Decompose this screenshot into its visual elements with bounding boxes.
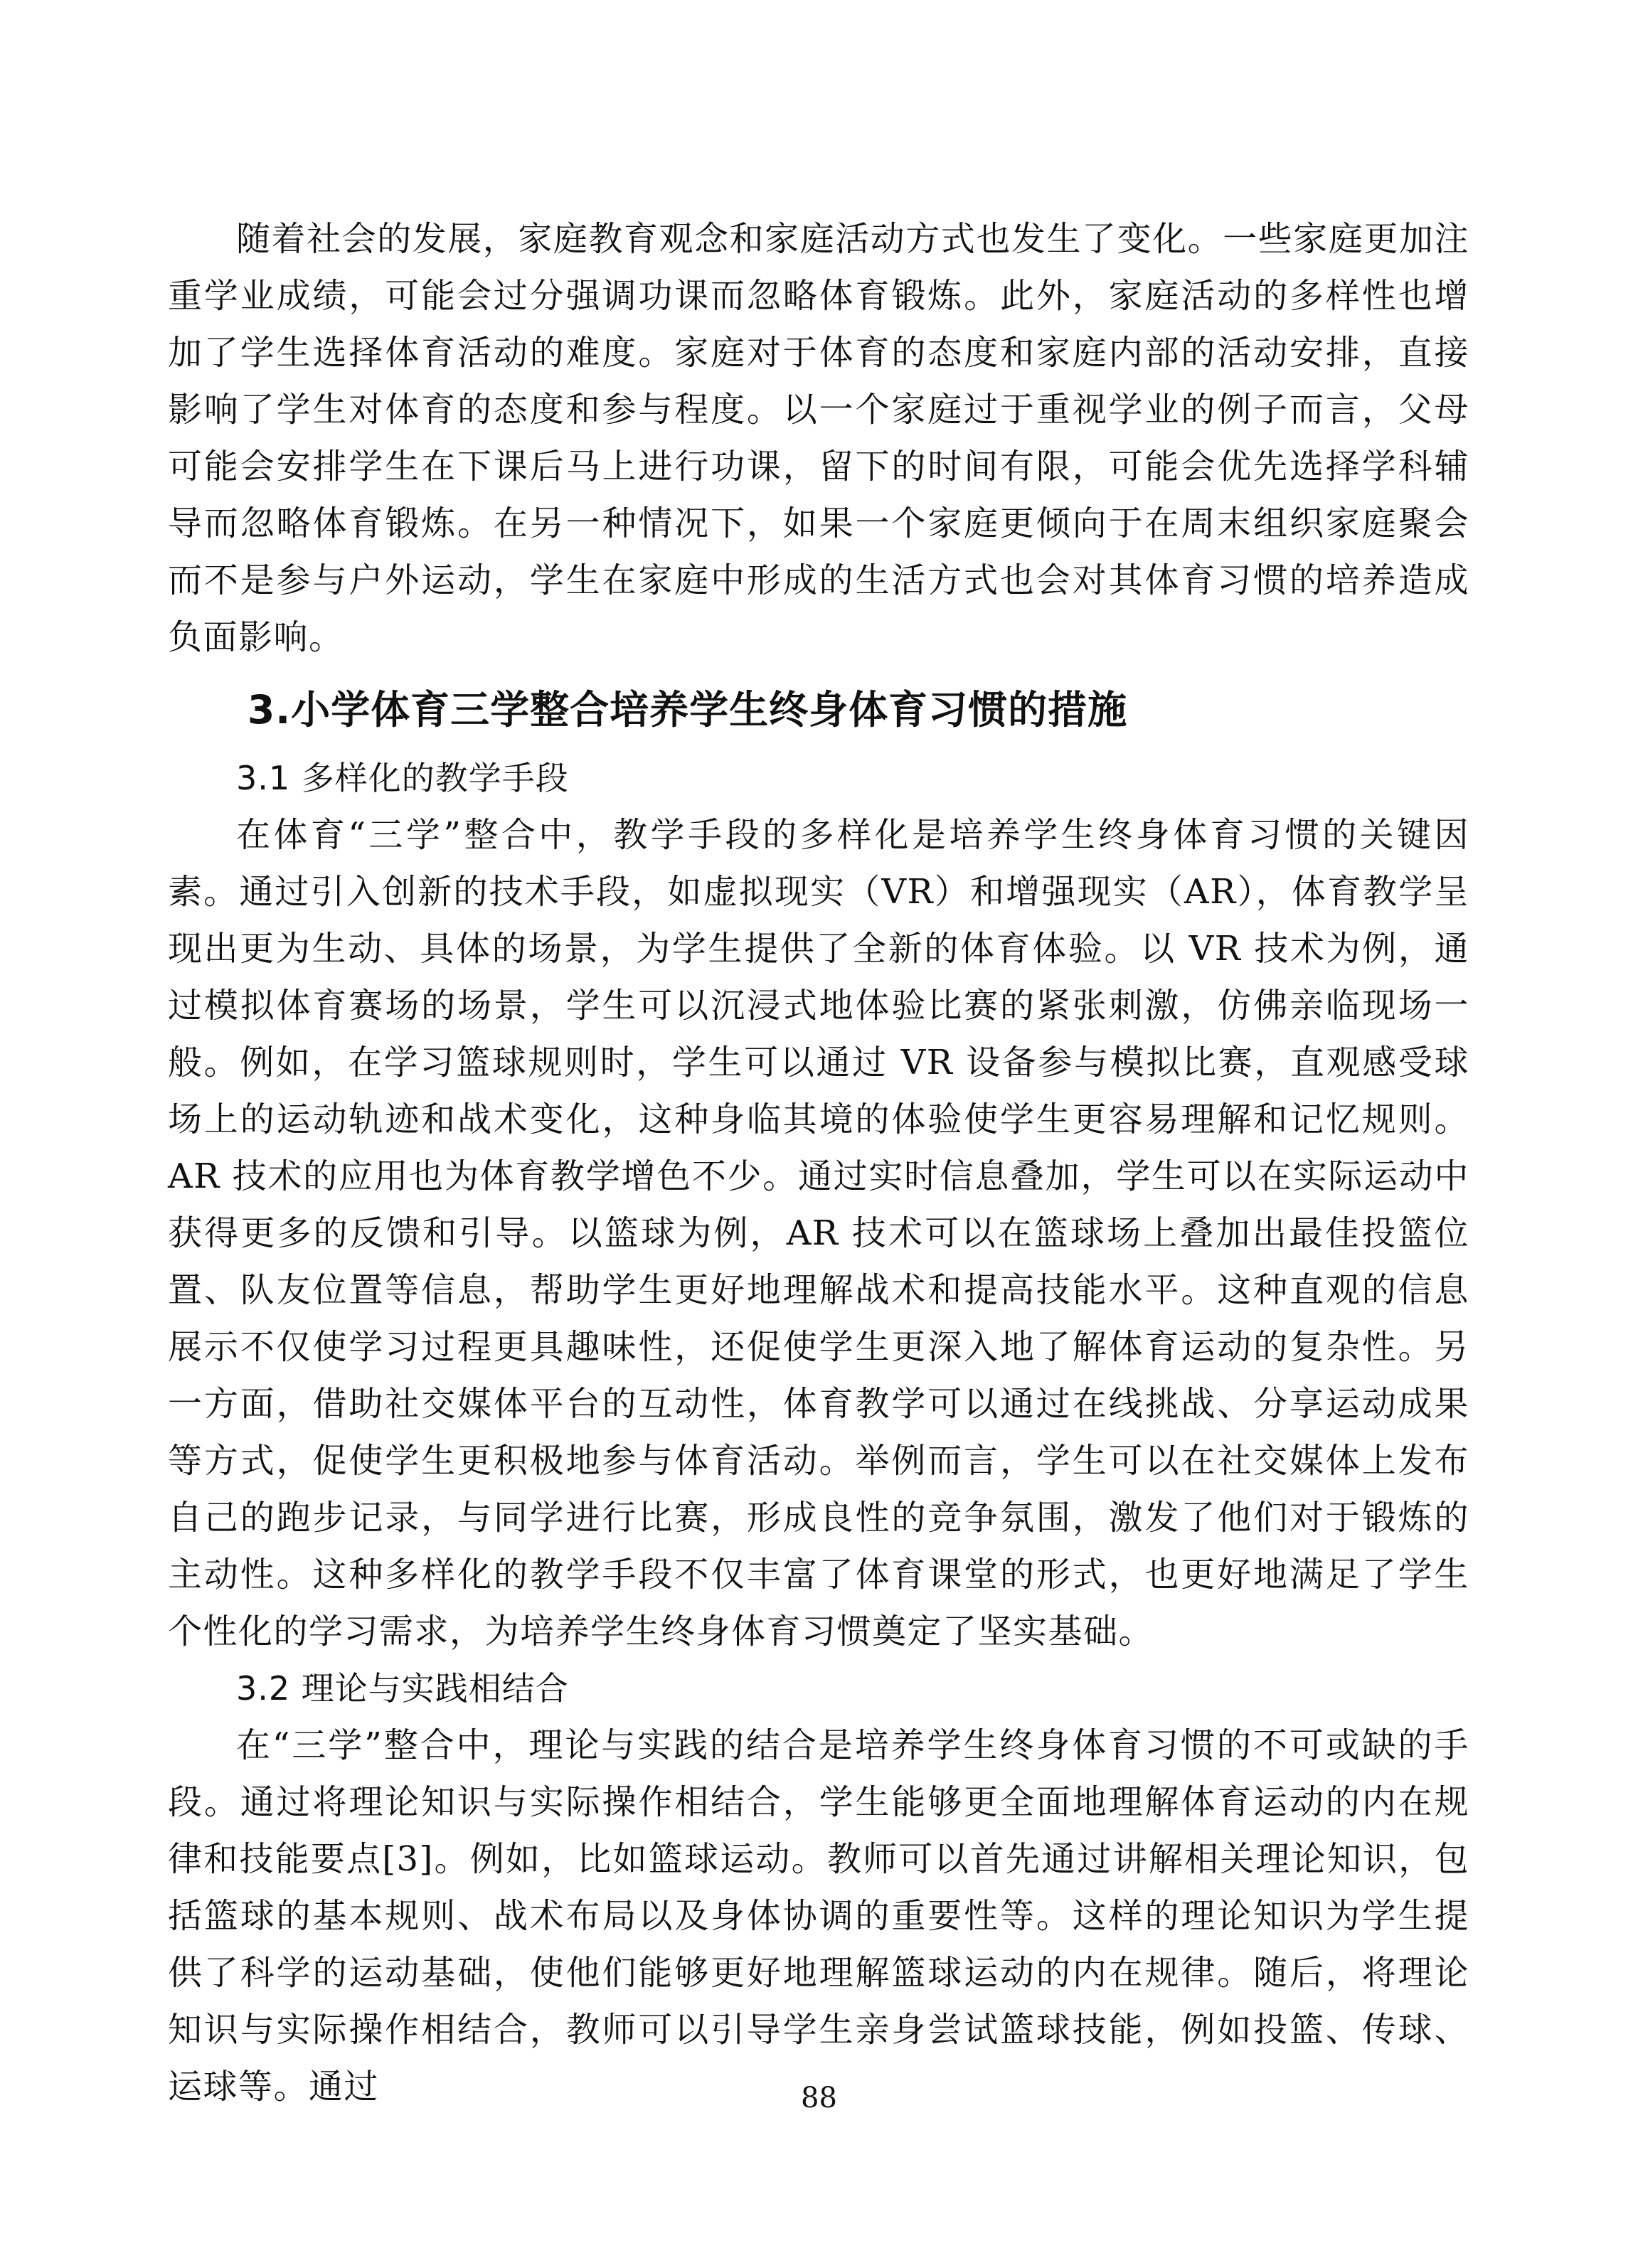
paragraph-teaching-methods: 在体育“三学”整合中，教学手段的多样化是培养学生终身体育习惯的关键因素。通过引入创新的技术手段，如虚拟现实（VR）和增强现实（AR），体育教学呈现出更为生动、具体的场景，为学生提供了全新的体育体验。以 VR 技术为例，通过模拟体育赛场的场景，学生可以沉浸式地体验比赛的紧张刺激，仿佛亲临现场一般。例如，在学习篮球规则时，学生可以通过 VR 设备参与模拟比赛，直观感受球场上的运动轨迹和战术变化，这种身临其境的体验使学生更容易理解和记忆规则。AR 技术的应用也为体育教学增色不少。通过实时信息叠加，学生可以在实际运动中获得更多的反馈和引导。以篮球为例，AR 技术可以在篮球场上叠加出最佳投篮位置、队友位置等信息，帮助学生更好地理解战术和提高技能水平。这种直观的信息展示不仅使学习过程更具趣味性，还促使学生更深入地了解体育运动的复杂性。另一方面，借助社交媒体平台的互动性，体育教学可以通过在线挑战、分享运动成果等方式，促使学生更积极地参与体育活动。举例而言，学生可以在社交媒体上发布自己的跑步记录，与同学进行比赛，形成良性的竞争氛围，激发了他们对于锻炼的主动性。这种多样化的教学手段不仅丰富了体育课堂的形式，也更好地满足了学生个性化的学习需求，为培养学生终身体育习惯奠定了坚实基础。 xyxy=(168,815,1469,1651)
subsection-3-1-heading: 3.1 多样化的教学手段 xyxy=(236,759,569,797)
section-3-heading: 3.小学体育三学整合培养学生终身体育习惯的措施 xyxy=(248,687,1128,733)
page-number: 88 xyxy=(801,2082,837,2114)
document-body xyxy=(168,211,1469,2115)
paragraph-family-education: 随着社会的发展，家庭教育观念和家庭活动方式也发生了变化。一些家庭更加注重学业成绩，可能会过分强调功课而忽略体育锻炼。此外，家庭活动的多样性也增加了学生选择体育活动的难度。家庭对于体育的态度和家庭内部的活动安排，直接影响了学生对体育的态度和参与程度。以一个家庭过于重视学业的例子而言，父母可能会安排学生在下课后马上进行功课，留下的时间有限，可能会优先选择学科辅导而忽略体育锻炼。在另一种情况下，如果一个家庭更倾向于在周末组织家庭聚会而不是参与户外运动，学生在家庭中形成的生活方式也会对其体育习惯的培养造成负面影响。 xyxy=(168,219,1469,657)
subsection-3-2-heading: 3.2 理论与实践相结合 xyxy=(236,1669,569,1708)
paragraph-theory-practice: 在“三学”整合中，理论与实践的结合是培养学生终身体育习惯的不可或缺的手段。通过将理论知识与实际操作相结合，学生能够更全面地理解体育运动的内在规律和技能要点[3]。例如，比如篮球运动。教师可以首先通过讲解相关理论知识，包括篮球的基本规则、战术布局以及身体协调的重要性等。这样的理论知识为学生提供了科学的运动基础，使他们能够更好地理解篮球运动的内在规律。随后，将理论知识与实际操作相结合，教师可以引导学生亲身尝试篮球技能，例如投篮、传球、运球等。通过 xyxy=(168,1725,1469,2107)
